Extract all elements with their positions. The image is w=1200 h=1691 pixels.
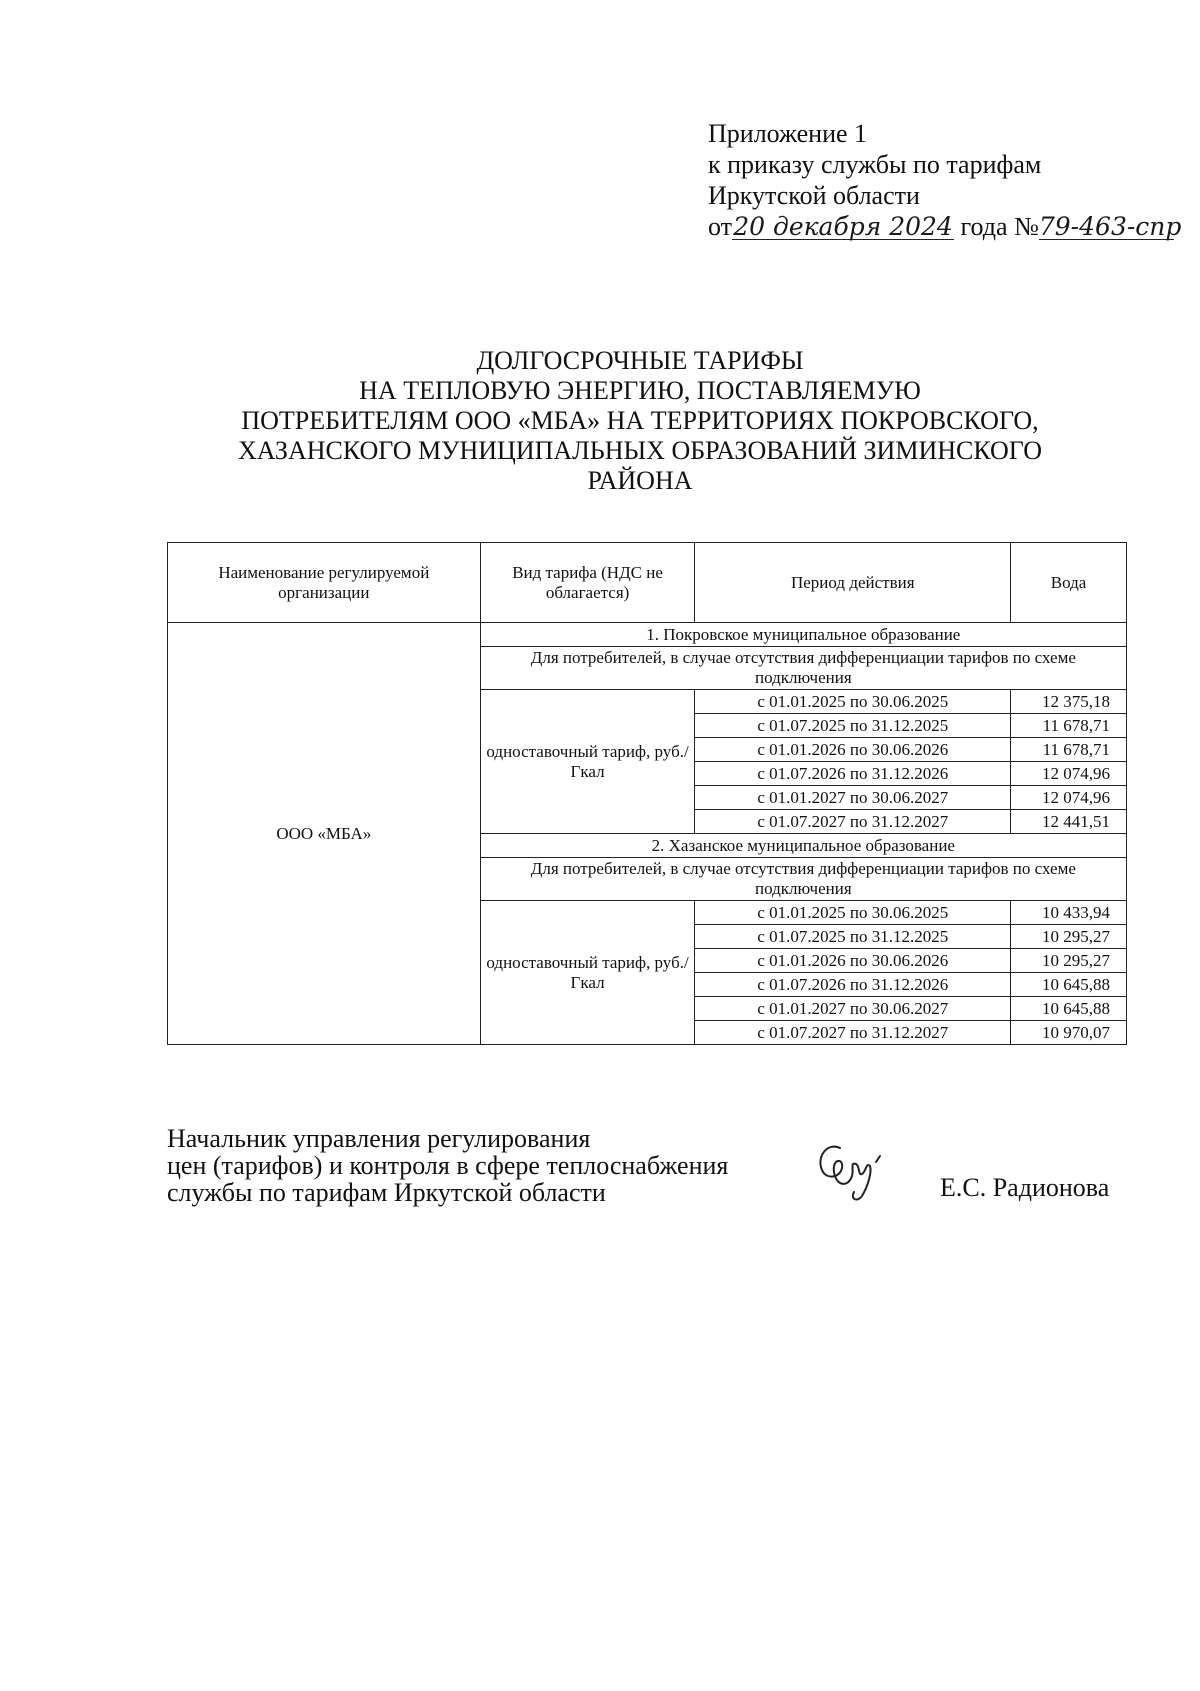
document-title [150, 346, 1130, 496]
handwritten-date: 20 декабря 2024 [733, 212, 953, 241]
section-title: 1. Покровское муниципальное образование [480, 623, 1126, 647]
position-line-2: цен (тарифов) и контроля в сфере теплоснабжения [167, 1151, 729, 1180]
tariff-type: одноставочный тариф, руб./Гкал [480, 690, 695, 834]
period-cell: с 01.01.2027 по 30.06.2027 [695, 786, 1011, 810]
period-cell: с 01.07.2025 по 31.12.2025 [695, 714, 1011, 738]
section-title: 2. Хазанское муниципальное образование [480, 834, 1126, 858]
title-line-3: ПОТРЕБИТЕЛЯМ ООО «МБА» НА ТЕРРИТОРИЯХ ПОКРОВСКОГО, [241, 406, 1039, 435]
period-cell: с 01.07.2025 по 31.12.2025 [695, 925, 1011, 949]
value-cell: 10 433,94 [1011, 901, 1127, 925]
value-cell: 10 295,27 [1011, 949, 1127, 973]
period-cell: с 01.01.2026 по 30.06.2026 [695, 949, 1011, 973]
value-cell: 12 074,96 [1011, 786, 1127, 810]
period-cell: с 01.07.2026 по 31.12.2026 [695, 762, 1011, 786]
handwritten-order-number: 79-463-спр [1038, 212, 1182, 241]
appendix-region: Иркутской области [708, 181, 920, 210]
period-cell: с 01.07.2026 по 31.12.2026 [695, 973, 1011, 997]
appendix-block [708, 118, 1182, 242]
signer-name: Е.С. Радионова [940, 1173, 1110, 1202]
value-cell: 11 678,71 [1011, 714, 1127, 738]
period-cell: с 01.01.2027 по 30.06.2027 [695, 997, 1011, 1021]
year-number-label: года № [960, 212, 1039, 241]
title-line-1: ДОЛГОСРОЧНЫЕ ТАРИФЫ [476, 346, 804, 375]
appendix-title: Приложение 1 [708, 119, 868, 148]
title-line-2: НА ТЕПЛОВУЮ ЭНЕРГИЮ, ПОСТАВЛЯЕМУЮ [359, 376, 921, 405]
tariffs-table [167, 542, 1127, 1045]
from-label: от [708, 212, 733, 241]
position-line-1: Начальник управления регулирования [167, 1124, 591, 1153]
header-water: Вода [1011, 543, 1127, 623]
value-cell: 12 375,18 [1011, 690, 1127, 714]
position-line-3: службы по тарифам Иркутской области [167, 1178, 606, 1207]
tariff-type: одноставочный тариф, руб./Гкал [480, 901, 695, 1045]
section-subtitle: Для потребителей, в случае отсутствия дифференциации тарифов по схеме подключения [480, 647, 1126, 690]
period-cell: с 01.01.2025 по 30.06.2025 [695, 690, 1011, 714]
section-subtitle: Для потребителей, в случае отсутствия дифференциации тарифов по схеме подключения [480, 858, 1126, 901]
period-cell: с 01.01.2026 по 30.06.2026 [695, 738, 1011, 762]
period-cell: с 01.07.2027 по 31.12.2027 [695, 810, 1011, 834]
period-cell: с 01.01.2025 по 30.06.2025 [695, 901, 1011, 925]
value-cell: 10 645,88 [1011, 973, 1127, 997]
appendix-date-line [708, 211, 1182, 242]
header-tariff-type: Вид тарифа (НДС не облагается) [480, 543, 695, 623]
organization-name: ООО «МБА» [168, 623, 481, 1045]
value-cell: 10 295,27 [1011, 925, 1127, 949]
appendix-order-ref: к приказу службы по тарифам [708, 150, 1042, 179]
handwritten-signature [810, 1128, 890, 1208]
signatory-position [167, 1125, 728, 1206]
title-line-4: ХАЗАНСКОГО МУНИЦИПАЛЬНЫХ ОБРАЗОВАНИЙ ЗИМИНСКОГО [238, 436, 1042, 465]
title-line-5: РАЙОНА [587, 466, 693, 495]
period-cell: с 01.07.2027 по 31.12.2027 [695, 1021, 1011, 1045]
value-cell: 10 645,88 [1011, 997, 1127, 1021]
value-cell: 12 074,96 [1011, 762, 1127, 786]
value-cell: 10 970,07 [1011, 1021, 1127, 1045]
header-organization: Наименование регулируемой организации [168, 543, 481, 623]
header-period: Период действия [695, 543, 1011, 623]
value-cell: 12 441,51 [1011, 810, 1127, 834]
value-cell: 11 678,71 [1011, 738, 1127, 762]
